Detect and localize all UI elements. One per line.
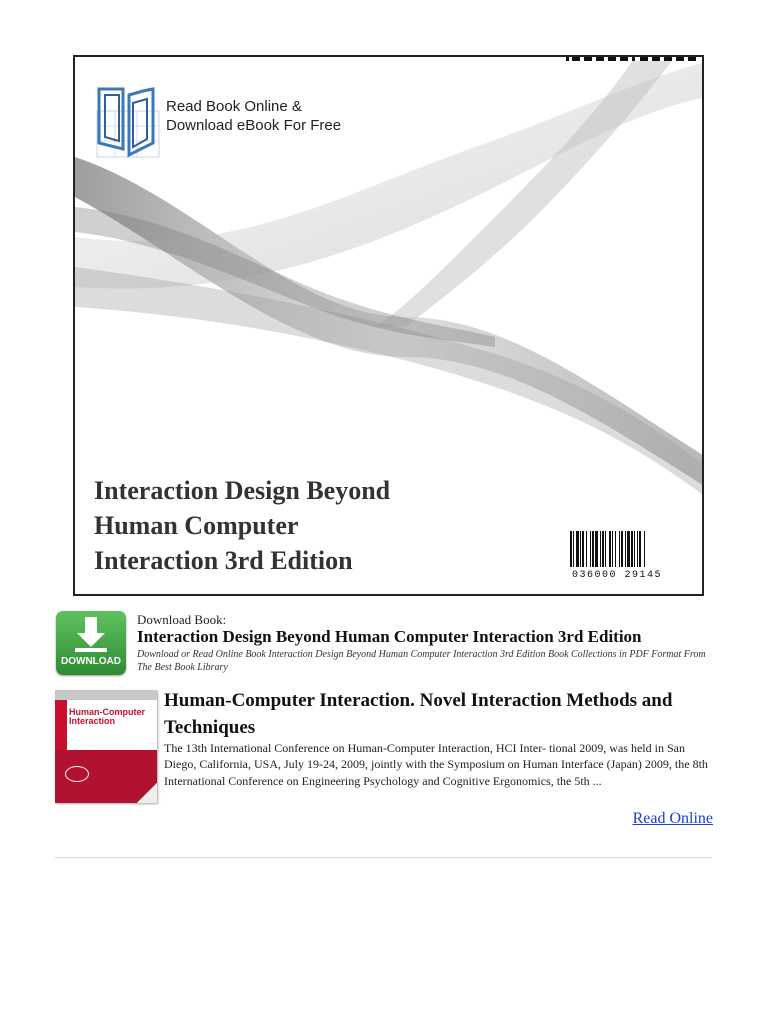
cover-title-line-1: Interaction Design Beyond [94, 476, 391, 505]
barcode-bar [644, 531, 645, 567]
download-description: Download or Read Online Book Interaction Design Beyond Human Computer Interaction 3rd Edition Book Collections in PDF Format From The Best Book Library [137, 649, 706, 673]
barcode-bar [627, 531, 630, 567]
barcode-bar [570, 531, 572, 567]
thumb-conference-logo-icon [65, 766, 89, 782]
promo-text [166, 97, 341, 135]
barcode-bar [639, 531, 641, 567]
cover-title-line-3: Interaction 3rd Edition [94, 546, 353, 575]
barcode-bar [619, 531, 620, 567]
barcode-bar [609, 531, 611, 567]
barcode-bar [595, 531, 598, 567]
divider [55, 857, 712, 858]
cover-title [94, 473, 514, 578]
barcode-bar [605, 531, 606, 567]
barcode-bar [637, 531, 638, 567]
barcode-bar [631, 531, 633, 567]
download-caption: Download Book: [137, 612, 227, 627]
related-book-title[interactable]: Human-Computer Interaction. Novel Interaction Methods and Techniques [164, 690, 673, 738]
related-book-thumbnail[interactable] [55, 690, 157, 803]
cover-title-line-2: Human Computer [94, 511, 299, 540]
barcode-bar [625, 531, 626, 567]
barcode-bar [573, 531, 574, 567]
thumb-side-stripe [55, 700, 67, 750]
barcode-bar [580, 531, 581, 567]
barcode-number: 036000 29145 [572, 570, 663, 579]
barcode [568, 531, 704, 579]
book-logo-icon [95, 81, 165, 161]
download-button[interactable] [56, 611, 126, 675]
read-online-link[interactable]: Read Online [632, 810, 713, 827]
page-curl-icon [137, 783, 157, 803]
download-icon-label: DOWNLOAD [61, 656, 121, 667]
promo-line-1: Read Book Online & [166, 98, 302, 115]
promo-line-2: Download eBook For Free [166, 117, 342, 134]
barcode-bar [592, 531, 594, 567]
barcode-bar [612, 531, 613, 567]
barcode-bar [586, 531, 587, 567]
top-barcode-fragment [562, 55, 702, 61]
thumb-band [55, 690, 157, 700]
barcode-bar [634, 531, 635, 567]
barcode-bar [600, 531, 601, 567]
related-book-description: The 13th International Conference on Human-Computer Interaction, HCI Inter- tional 2009, was held in San Diego, California, USA, July 19-24, 2009, jointly with the Symposium on Human Interface (Japan) 2009, the 8th International Conference on Engineering Psychology and Cognitive Ergonomics, the 5th ... [164, 741, 708, 788]
barcode-bar [621, 531, 623, 567]
barcode-bar [576, 531, 579, 567]
book-cover [73, 55, 704, 596]
barcode-bar [582, 531, 584, 567]
thumb-title: Human-Computer Interaction [69, 707, 145, 726]
download-arrow-icon [75, 617, 107, 653]
barcode-bar [615, 531, 616, 567]
barcode-bar [590, 531, 591, 567]
barcode-bar [602, 531, 604, 567]
download-book-title[interactable]: Interaction Design Beyond Human Computer Interaction 3rd Edition [137, 627, 642, 646]
